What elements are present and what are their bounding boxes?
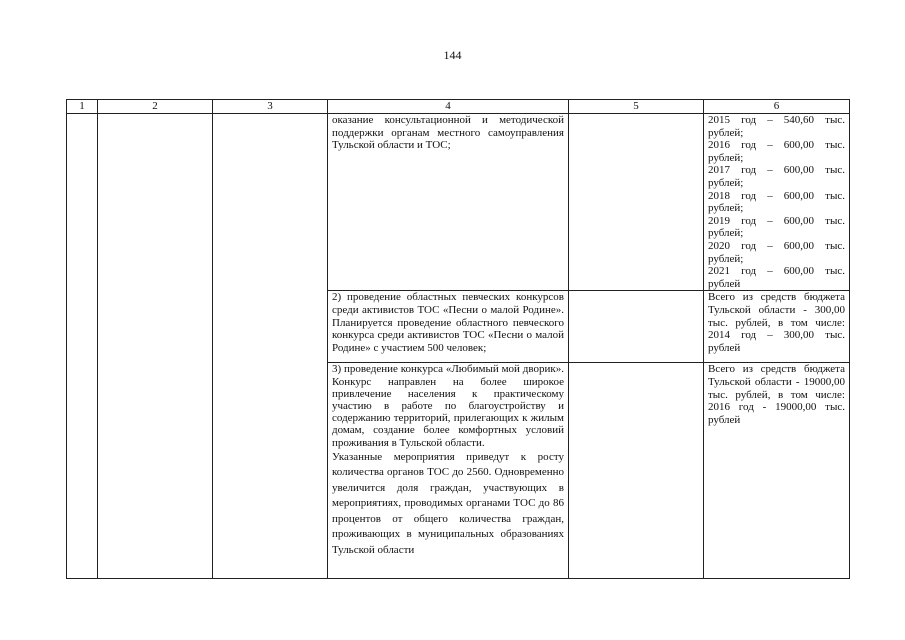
funding-line: рублей; xyxy=(708,227,744,240)
activity-cell: оказание консультационной и методической поддержки органам местного самоуправления Тульской области и ТОС; xyxy=(328,114,569,291)
funding-line: 2015 год – 540,60 тыс. xyxy=(708,114,845,126)
col1-cell xyxy=(67,114,98,579)
header-col-2: 2 xyxy=(98,100,213,114)
table-row xyxy=(67,114,850,291)
funding-line: рублей; xyxy=(708,176,744,189)
funding-line: рублей; xyxy=(708,126,744,139)
activity-paragraph: 3) проведение конкурса «Любимый мой дворик». Конкурс направлен на более широкое привлечение населения к практическому участию в работе по благоустройству и содержанию территорий, прилегающих к жилым домам, создание более комфортных условий проживания в Тульской области. xyxy=(332,363,564,449)
activity-paragraph: Указанные мероприятия приведут к росту количества органов ТОС до 2560. Одновременно увеличится доля граждан, участвующих в мероприятиях, проводимых органами ТОС до 86 процентов от общего количества граждан, проживающих в муниципальных образованиях Тульской области xyxy=(332,450,564,556)
col2-cell xyxy=(98,114,213,579)
page-number: 144 xyxy=(443,48,462,62)
funding-line: рублей; xyxy=(708,252,744,265)
funding-line: рублей; xyxy=(708,151,744,164)
header-row xyxy=(67,100,850,114)
col5-cell xyxy=(569,363,704,579)
col5-cell xyxy=(569,114,704,291)
funding-line: рублей; xyxy=(708,202,744,215)
funding-line: 2019 год – 600,00 тыс. xyxy=(708,214,845,227)
header-col-1: 1 xyxy=(67,100,98,114)
header-col-6: 6 xyxy=(704,100,850,114)
col5-cell xyxy=(569,291,704,363)
header-col-4: 4 xyxy=(328,100,569,114)
header-col-3: 3 xyxy=(213,100,328,114)
funding-line: 2020 год – 600,00 тыс. xyxy=(708,239,845,252)
funding-cell xyxy=(704,114,850,291)
funding-cell: Всего из средств бюджета Тульской области - 300,00 тыс. рублей, в том числе: 2014 год – 300,00 тыс. рублей xyxy=(704,291,850,363)
funding-line: 2016 год – 600,00 тыс. xyxy=(708,139,845,152)
activity-cell: 2) проведение областных певческих конкурсов среди активистов ТОС «Песни о малой Родине». Планируется проведение областного певческого конкурса среди активистов ТОС «Песни о малой Родине» с участием 500 человек; xyxy=(328,291,569,363)
col3-cell xyxy=(213,114,328,579)
funding-line: рублей xyxy=(708,277,741,290)
header-col-5: 5 xyxy=(569,100,704,114)
program-table xyxy=(66,99,850,579)
funding-line: 2018 год – 600,00 тыс. xyxy=(708,189,845,202)
funding-line: 2017 год – 600,00 тыс. xyxy=(708,164,845,177)
activity-cell xyxy=(328,363,569,579)
funding-cell: Всего из средств бюджета Тульской области - 19000,00 тыс. рублей, в том числе: 2016 год - 19000,00 тыс. рублей xyxy=(704,363,850,579)
funding-line: 2021 год – 600,00 тыс. xyxy=(708,265,845,278)
